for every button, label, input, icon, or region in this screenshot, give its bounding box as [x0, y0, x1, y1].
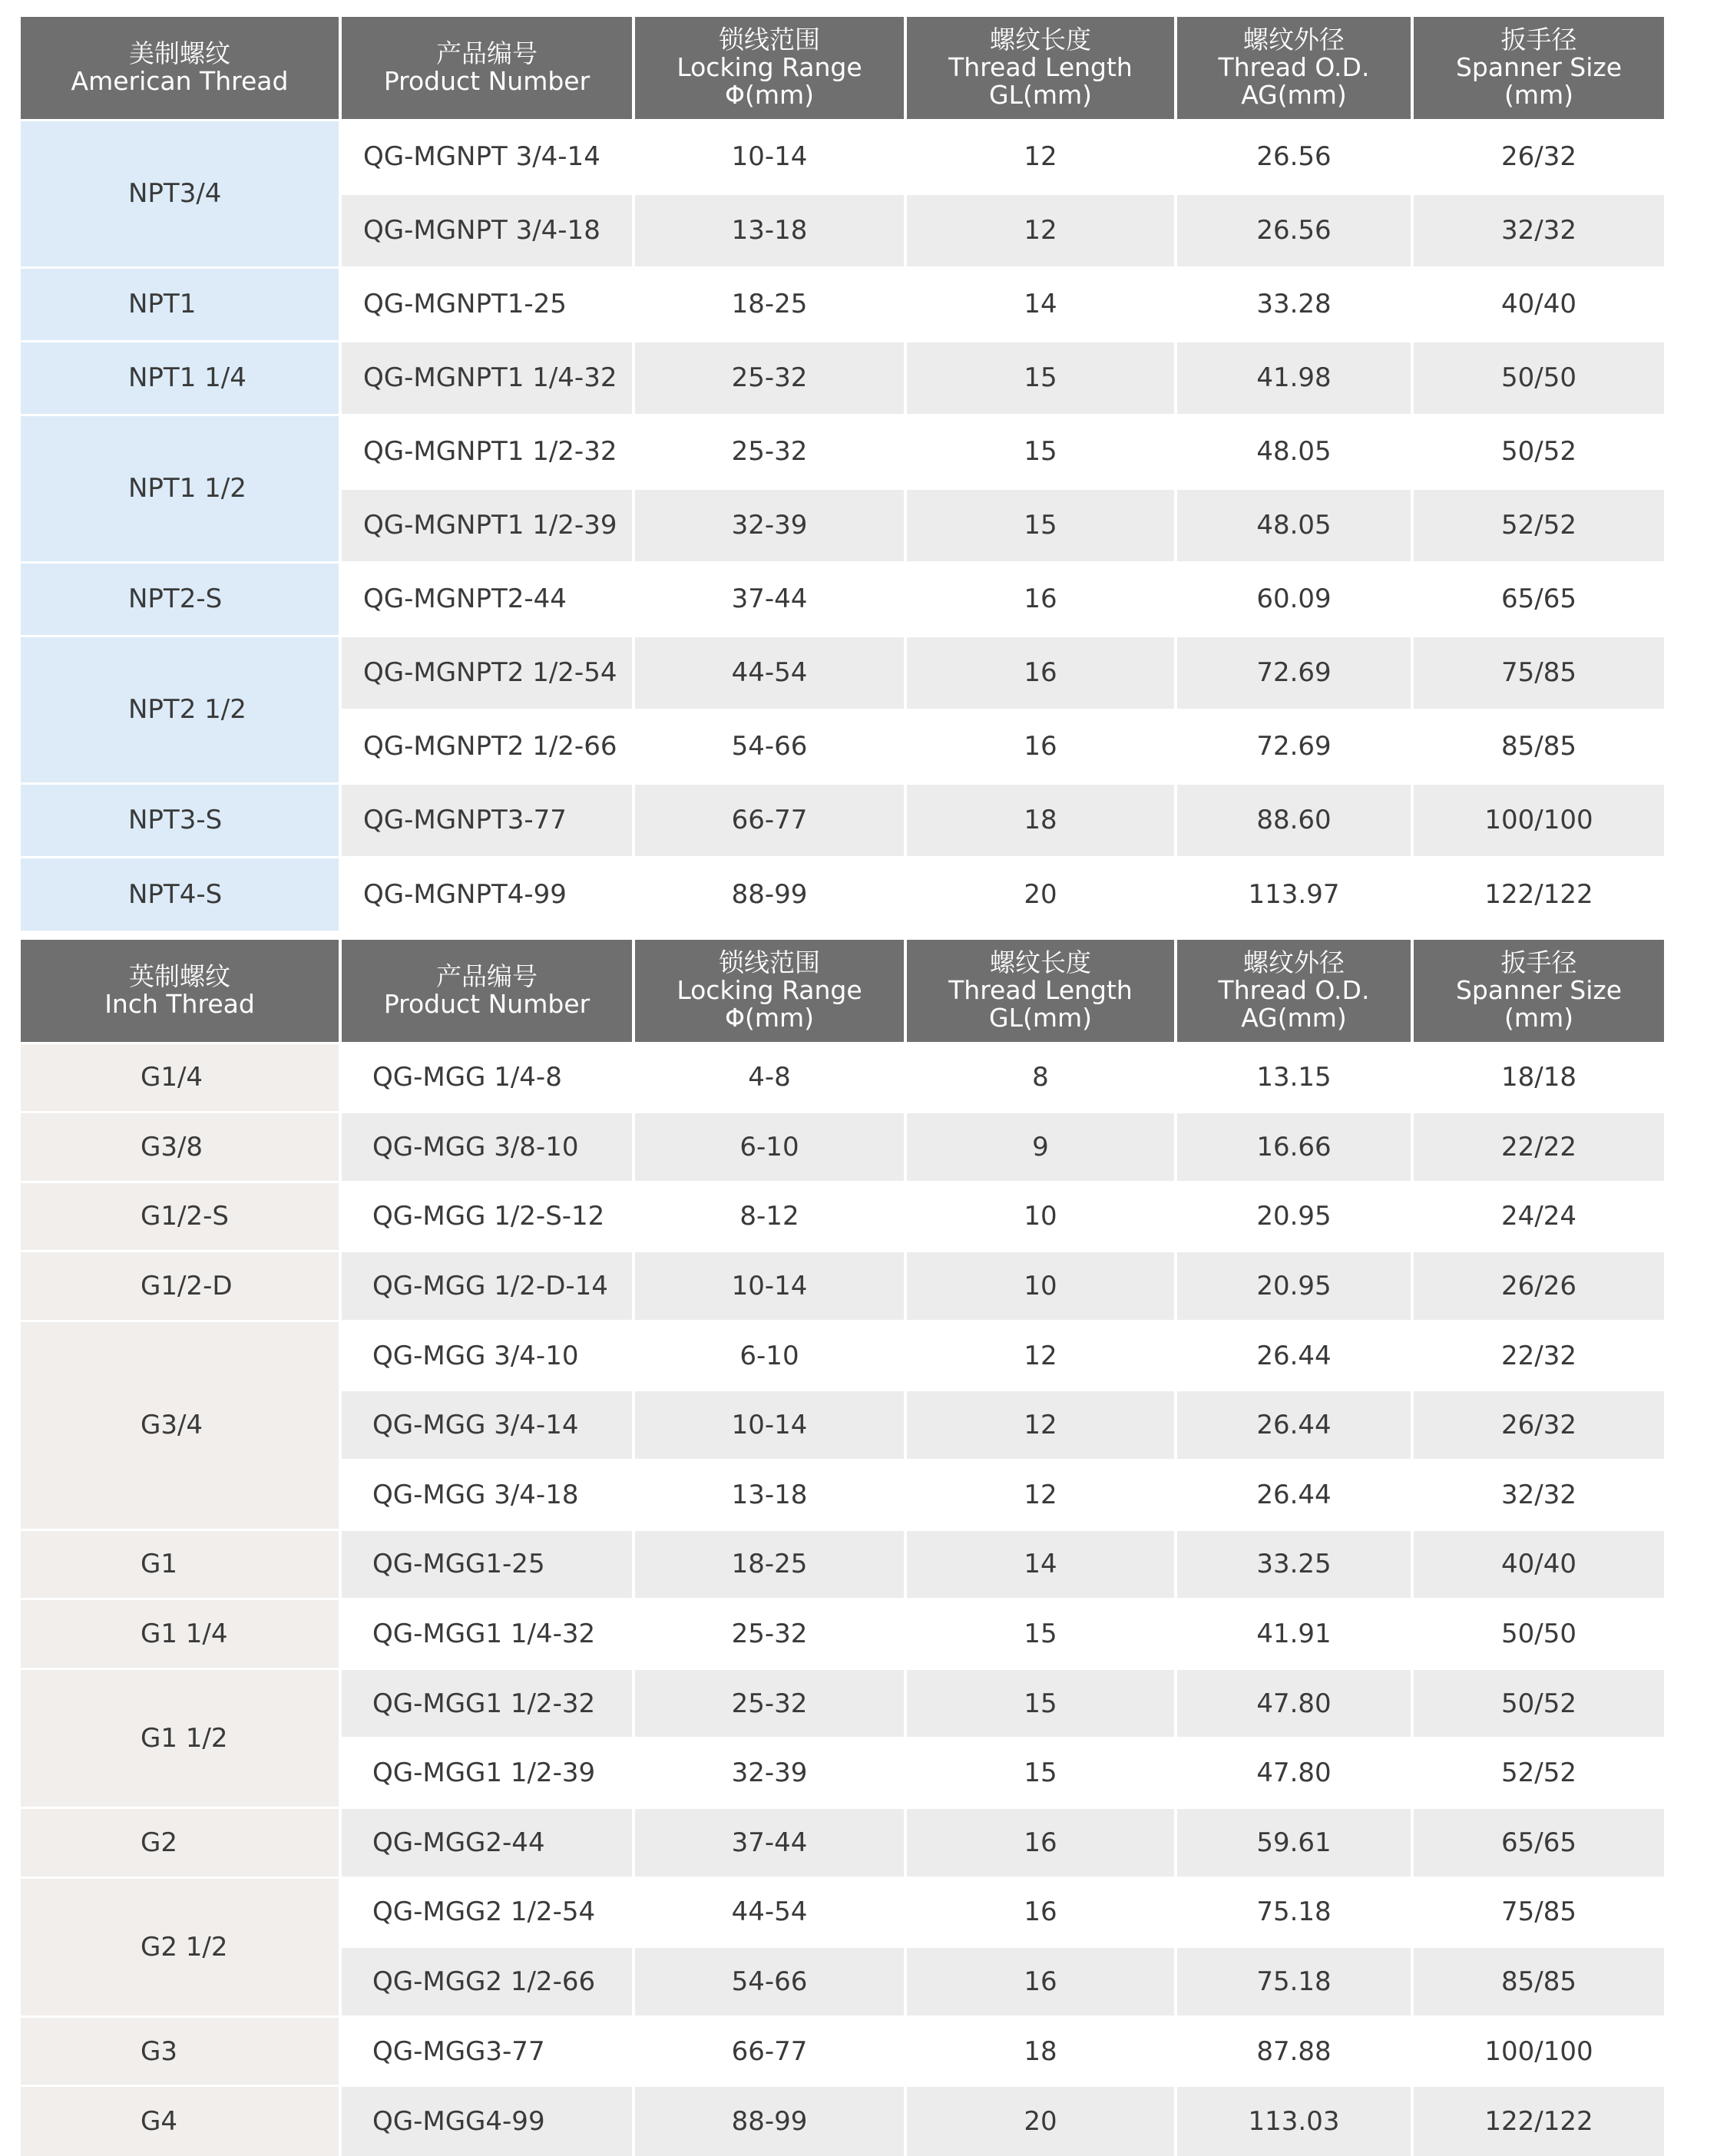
thread-length-cell: 15	[905, 488, 1176, 562]
product-number-cell: QG-MGNPT1 1/2-39	[340, 488, 634, 562]
thread-spec-cell: NPT2 1/2	[21, 636, 340, 783]
locking-range-cell: 25-32	[634, 341, 905, 415]
header-thread-length	[905, 17, 1176, 120]
spanner-size-cell: 75/85	[1412, 1877, 1664, 1947]
thread-length-cell: 16	[905, 562, 1176, 636]
header-en: Product Number	[383, 66, 591, 97]
header-en: Locking Range	[677, 52, 862, 83]
table-row	[21, 562, 1664, 636]
header-en: Locking Range	[677, 975, 862, 1006]
thread-od-cell: 26.56	[1176, 120, 1412, 193]
thread-spec-cell: G4	[21, 2086, 340, 2156]
product-number-cell: QG-MGG1 1/2-32	[340, 1668, 634, 1738]
thread-spec-cell: G1 1/2	[21, 1668, 340, 1807]
product-number-cell: QG-MGG2 1/2-66	[340, 1947, 634, 2017]
spanner-size-cell: 100/100	[1412, 783, 1664, 857]
product-number-cell: QG-MGNPT2 1/2-54	[340, 636, 634, 709]
thread-spec-cell: NPT3/4	[21, 120, 340, 267]
table-row	[21, 857, 1664, 931]
header-thread-length	[905, 940, 1176, 1043]
header-unit: Φ(mm)	[724, 1003, 814, 1033]
thread-od-cell: 47.80	[1176, 1738, 1412, 1808]
thread-od-cell: 26.44	[1176, 1390, 1412, 1460]
header-unit: GL(mm)	[989, 1003, 1092, 1033]
inch-table-body	[21, 1043, 1664, 2156]
thread-od-cell: 59.61	[1176, 1808, 1412, 1878]
thread-od-cell: 60.09	[1176, 562, 1412, 636]
thread-length-cell: 8	[905, 1043, 1176, 1113]
thread-spec-cell: G2 1/2	[21, 1877, 340, 2016]
product-number-cell: QG-MGG1 1/4-32	[340, 1599, 634, 1669]
product-number-cell: QG-MGG 3/4-14	[340, 1390, 634, 1460]
inch-thread-table	[21, 940, 1664, 2156]
locking-range-cell: 25-32	[634, 415, 905, 488]
thread-length-cell: 14	[905, 267, 1176, 341]
product-number-cell: QG-MGG 1/2-S-12	[340, 1182, 634, 1252]
thread-length-cell: 20	[905, 2086, 1176, 2156]
header-product-number	[340, 17, 634, 120]
thread-od-cell: 26.44	[1176, 1460, 1412, 1530]
header-row	[21, 17, 1664, 120]
product-number-cell: QG-MGNPT4-99	[340, 857, 634, 931]
header-spanner-size	[1412, 940, 1664, 1043]
locking-range-cell: 6-10	[634, 1113, 905, 1182]
thread-length-cell: 10	[905, 1252, 1176, 1321]
spanner-size-cell: 100/100	[1412, 2016, 1664, 2086]
thread-spec-cell: G1/2-D	[21, 1252, 340, 1321]
thread-od-cell: 20.95	[1176, 1252, 1412, 1321]
locking-range-cell: 8-12	[634, 1182, 905, 1252]
header-spanner-size	[1412, 17, 1664, 120]
locking-range-cell: 54-66	[634, 709, 905, 783]
table-row	[21, 783, 1664, 857]
product-number-cell: QG-MGNPT1 1/4-32	[340, 341, 634, 415]
thread-od-cell: 13.15	[1176, 1043, 1412, 1113]
thread-length-cell: 16	[905, 1947, 1176, 2017]
product-number-cell: QG-MGNPT2 1/2-66	[340, 709, 634, 783]
locking-range-cell: 13-18	[634, 193, 905, 267]
thread-od-cell: 20.95	[1176, 1182, 1412, 1252]
product-number-cell: QG-MGNPT 3/4-14	[340, 120, 634, 193]
table-row	[21, 2016, 1664, 2086]
thread-od-cell: 16.66	[1176, 1113, 1412, 1182]
table-row	[21, 2086, 1664, 2156]
header-zh: 螺纹外径	[1243, 947, 1345, 978]
locking-range-cell: 13-18	[634, 1460, 905, 1530]
header-en: Thread O.D.	[1218, 975, 1370, 1006]
table-row	[21, 1182, 1664, 1252]
thread-length-cell: 18	[905, 2016, 1176, 2086]
spanner-size-cell: 50/50	[1412, 1599, 1664, 1669]
table-row	[21, 1808, 1664, 1878]
header-zh: 锁线范围	[719, 25, 820, 55]
table-row	[21, 1043, 1664, 1113]
header-locking-range	[634, 17, 905, 120]
locking-range-cell: 6-10	[634, 1321, 905, 1390]
thread-length-cell: 16	[905, 1877, 1176, 1947]
locking-range-cell: 18-25	[634, 1529, 905, 1599]
header-thread	[21, 17, 340, 120]
header-en: Spanner Size	[1455, 52, 1623, 83]
locking-range-cell: 18-25	[634, 267, 905, 341]
table-row	[21, 1599, 1664, 1669]
thread-od-cell: 41.98	[1176, 341, 1412, 415]
thread-od-cell: 33.28	[1176, 267, 1412, 341]
spanner-size-cell: 32/32	[1412, 193, 1664, 267]
spanner-size-cell: 52/52	[1412, 1738, 1664, 1808]
locking-range-cell: 54-66	[634, 1947, 905, 2017]
spanner-size-cell: 50/50	[1412, 341, 1664, 415]
spanner-size-cell: 50/52	[1412, 1668, 1664, 1738]
product-number-cell: QG-MGNPT1 1/2-32	[340, 415, 634, 488]
thread-length-cell: 16	[905, 636, 1176, 709]
thread-length-cell: 12	[905, 193, 1176, 267]
thread-spec-cell: G3	[21, 2016, 340, 2086]
locking-range-cell: 88-99	[634, 2086, 905, 2156]
header-en: Thread O.D.	[1218, 52, 1370, 83]
product-number-cell: QG-MGG2-44	[340, 1808, 634, 1878]
header-zh: 产品编号	[436, 961, 538, 992]
product-number-cell: QG-MGNPT2-44	[340, 562, 634, 636]
thread-length-cell: 10	[905, 1182, 1176, 1252]
product-number-cell: QG-MGNPT3-77	[340, 783, 634, 857]
thread-spec-cell: NPT3-S	[21, 783, 340, 857]
thread-length-cell: 15	[905, 341, 1176, 415]
thread-length-cell: 9	[905, 1113, 1176, 1182]
header-zh: 锁线范围	[719, 947, 820, 978]
thread-spec-cell: G3/4	[21, 1321, 340, 1529]
product-number-cell: QG-MGG 1/4-8	[340, 1043, 634, 1113]
header-unit: GL(mm)	[989, 80, 1092, 111]
header-zh: 螺纹长度	[990, 25, 1091, 55]
locking-range-cell: 10-14	[634, 1390, 905, 1460]
locking-range-cell: 32-39	[634, 1738, 905, 1808]
product-number-cell: QG-MGG 1/2-D-14	[340, 1252, 634, 1321]
thread-spec-cell: NPT1 1/2	[21, 415, 340, 562]
header-zh: 产品编号	[436, 38, 538, 69]
thread-od-cell: 33.25	[1176, 1529, 1412, 1599]
product-number-cell: QG-MGG2 1/2-54	[340, 1877, 634, 1947]
thread-spec-cell: NPT2-S	[21, 562, 340, 636]
spanner-size-cell: 26/32	[1412, 120, 1664, 193]
product-number-cell: QG-MGNPT1-25	[340, 267, 634, 341]
thread-od-cell: 72.69	[1176, 636, 1412, 709]
thread-od-cell: 72.69	[1176, 709, 1412, 783]
table-row	[21, 1321, 1664, 1390]
product-number-cell: QG-MGG4-99	[340, 2086, 634, 2156]
header-zh: 螺纹外径	[1243, 25, 1345, 55]
thread-od-cell: 41.91	[1176, 1599, 1412, 1669]
thread-length-cell: 15	[905, 1668, 1176, 1738]
header-unit: Φ(mm)	[724, 80, 814, 111]
spanner-size-cell: 52/52	[1412, 488, 1664, 562]
product-number-cell: QG-MGG 3/4-10	[340, 1321, 634, 1390]
header-zh: 扳手径	[1500, 947, 1577, 978]
thread-spec-cell: NPT1 1/4	[21, 341, 340, 415]
thread-od-cell: 48.05	[1176, 415, 1412, 488]
thread-length-cell: 12	[905, 1321, 1176, 1390]
thread-spec-cell: G2	[21, 1808, 340, 1878]
thread-od-cell: 26.56	[1176, 193, 1412, 267]
spanner-size-cell: 26/26	[1412, 1252, 1664, 1321]
header-thread	[21, 940, 340, 1043]
thread-spec-cell: G3/8	[21, 1113, 340, 1182]
spanner-size-cell: 22/22	[1412, 1113, 1664, 1182]
thread-length-cell: 12	[905, 1390, 1176, 1460]
header-unit: AG(mm)	[1241, 1003, 1347, 1033]
header-thread-od	[1176, 17, 1412, 120]
product-number-cell: QG-MGG 3/4-18	[340, 1460, 634, 1530]
thread-od-cell: 26.44	[1176, 1321, 1412, 1390]
spanner-size-cell: 26/32	[1412, 1390, 1664, 1460]
header-row	[21, 940, 1664, 1043]
thread-length-cell: 15	[905, 1599, 1176, 1669]
thread-od-cell: 75.18	[1176, 1877, 1412, 1947]
thread-length-cell: 15	[905, 415, 1176, 488]
header-en: Thread Length	[948, 52, 1133, 83]
spanner-size-cell: 24/24	[1412, 1182, 1664, 1252]
spanner-size-cell: 32/32	[1412, 1460, 1664, 1530]
locking-range-cell: 10-14	[634, 120, 905, 193]
locking-range-cell: 10-14	[634, 1252, 905, 1321]
header-en: Inch Thread	[104, 989, 255, 1020]
locking-range-cell: 4-8	[634, 1043, 905, 1113]
product-number-cell: QG-MGG1 1/2-39	[340, 1738, 634, 1808]
header-zh: 英制螺纹	[129, 961, 230, 992]
header-en: Spanner Size	[1455, 975, 1623, 1006]
header-product-number	[340, 940, 634, 1043]
thread-od-cell: 88.60	[1176, 783, 1412, 857]
locking-range-cell: 66-77	[634, 783, 905, 857]
thread-length-cell: 18	[905, 783, 1176, 857]
spanner-size-cell: 50/52	[1412, 415, 1664, 488]
locking-range-cell: 37-44	[634, 562, 905, 636]
table-row	[21, 1113, 1664, 1182]
header-zh: 螺纹长度	[990, 947, 1091, 978]
thread-length-cell: 15	[905, 1738, 1176, 1808]
thread-od-cell: 87.88	[1176, 2016, 1412, 2086]
header-zh: 美制螺纹	[129, 38, 230, 69]
spanner-size-cell: 40/40	[1412, 267, 1664, 341]
spanner-size-cell: 65/65	[1412, 562, 1664, 636]
header-zh: 扳手径	[1500, 25, 1577, 55]
spanner-size-cell: 75/85	[1412, 636, 1664, 709]
header-unit: (mm)	[1504, 80, 1574, 111]
product-number-cell: QG-MGG1-25	[340, 1529, 634, 1599]
product-number-cell: QG-MGG 3/8-10	[340, 1113, 634, 1182]
table-row	[21, 1529, 1664, 1599]
header-unit: AG(mm)	[1241, 80, 1347, 111]
thread-od-cell: 75.18	[1176, 1947, 1412, 2017]
header-en: Product Number	[383, 989, 591, 1020]
thread-length-cell: 16	[905, 1808, 1176, 1878]
table-row	[21, 1668, 1664, 1738]
table-row	[21, 415, 1664, 488]
inch-table-header	[21, 940, 1664, 1043]
thread-od-cell: 113.03	[1176, 2086, 1412, 2156]
thread-od-cell: 47.80	[1176, 1668, 1412, 1738]
table-row	[21, 267, 1664, 341]
american-thread-table	[21, 17, 1664, 931]
spanner-size-cell: 65/65	[1412, 1808, 1664, 1878]
header-thread-od	[1176, 940, 1412, 1043]
thread-spec-cell: G1 1/4	[21, 1599, 340, 1669]
locking-range-cell: 25-32	[634, 1668, 905, 1738]
table-row	[21, 341, 1664, 415]
thread-length-cell: 12	[905, 1460, 1176, 1530]
spanner-size-cell: 85/85	[1412, 1947, 1664, 2017]
header-en: Thread Length	[948, 975, 1133, 1006]
thread-spec-cell: NPT1	[21, 267, 340, 341]
spanner-size-cell: 40/40	[1412, 1529, 1664, 1599]
product-number-cell: QG-MGNPT 3/4-18	[340, 193, 634, 267]
american-table-header	[21, 17, 1664, 120]
header-locking-range	[634, 940, 905, 1043]
spanner-size-cell: 122/122	[1412, 857, 1664, 931]
american-table-body	[21, 120, 1664, 931]
header-unit: (mm)	[1504, 1003, 1574, 1033]
thread-spec-cell: G1/2-S	[21, 1182, 340, 1252]
spanner-size-cell: 85/85	[1412, 709, 1664, 783]
table-row	[21, 1252, 1664, 1321]
table-row	[21, 1877, 1664, 1947]
product-number-cell: QG-MGG3-77	[340, 2016, 634, 2086]
thread-length-cell: 16	[905, 709, 1176, 783]
locking-range-cell: 44-54	[634, 1877, 905, 1947]
thread-spec-cell: G1/4	[21, 1043, 340, 1113]
thread-od-cell: 113.97	[1176, 857, 1412, 931]
thread-length-cell: 20	[905, 857, 1176, 931]
locking-range-cell: 37-44	[634, 1808, 905, 1878]
thread-length-cell: 12	[905, 120, 1176, 193]
spanner-size-cell: 122/122	[1412, 2086, 1664, 2156]
thread-spec-cell: NPT4-S	[21, 857, 340, 931]
spanner-size-cell: 18/18	[1412, 1043, 1664, 1113]
locking-range-cell: 88-99	[634, 857, 905, 931]
locking-range-cell: 25-32	[634, 1599, 905, 1669]
thread-spec-cell: G1	[21, 1529, 340, 1599]
thread-od-cell: 48.05	[1176, 488, 1412, 562]
locking-range-cell: 44-54	[634, 636, 905, 709]
header-en: American Thread	[71, 66, 289, 97]
thread-length-cell: 14	[905, 1529, 1176, 1599]
spanner-size-cell: 22/32	[1412, 1321, 1664, 1390]
table-row	[21, 636, 1664, 709]
locking-range-cell: 32-39	[634, 488, 905, 562]
locking-range-cell: 66-77	[634, 2016, 905, 2086]
table-row	[21, 120, 1664, 193]
